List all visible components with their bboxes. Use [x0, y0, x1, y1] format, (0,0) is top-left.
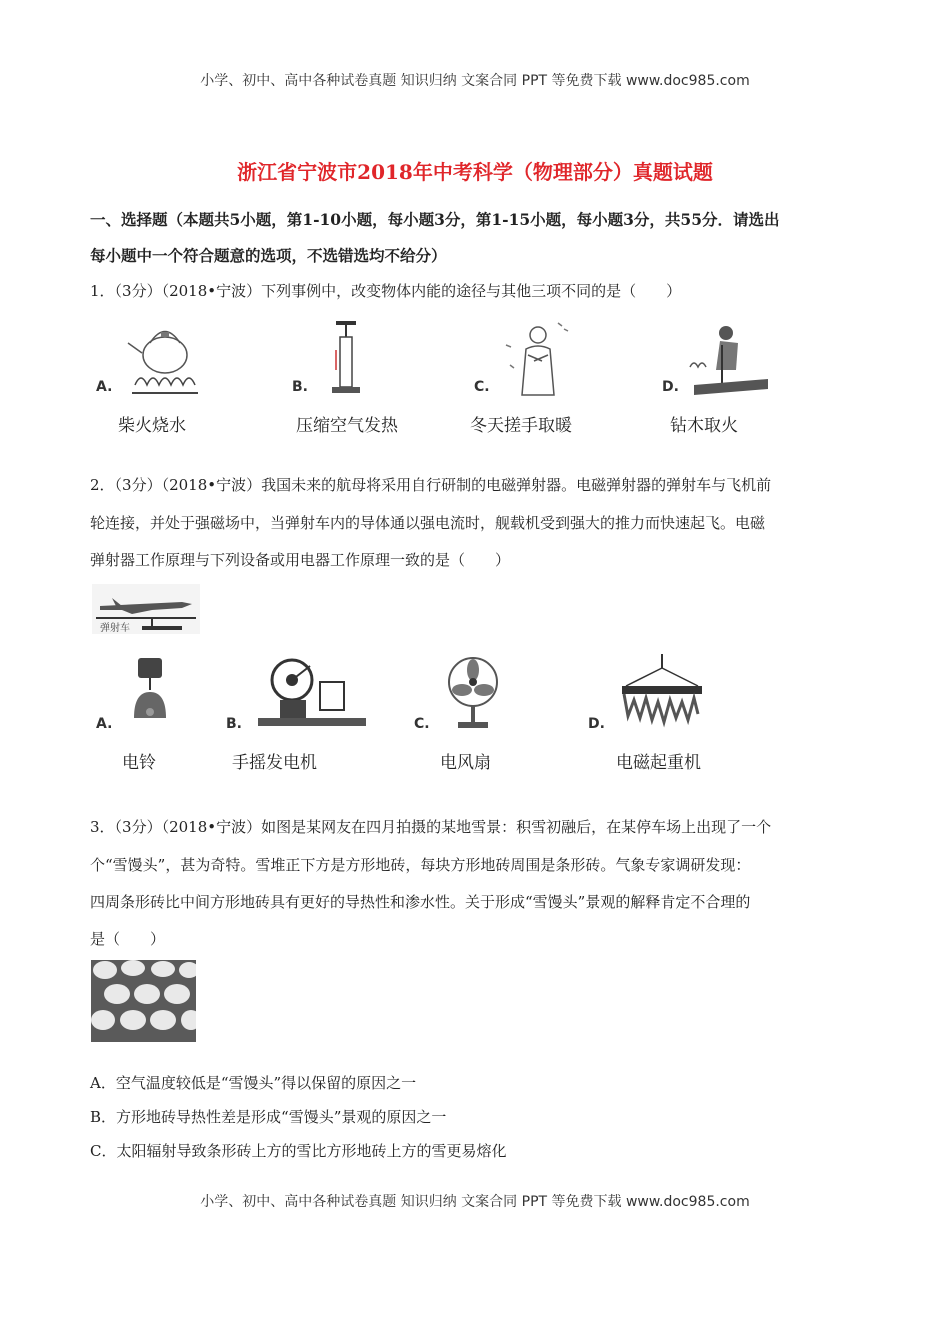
electric-fan-icon — [438, 652, 508, 732]
question-1-text: 1．（3分）（2018•宁波）下列事例中，改变物体内能的途径与其他三项不同的是（ ） — [90, 282, 682, 300]
q2-option-d-caption: 电磁起重机 — [616, 753, 701, 773]
rubbing-hands-icon — [498, 315, 578, 400]
q2-option-c[interactable] — [408, 652, 588, 782]
q2-option-b-caption: 手摇发电机 — [232, 753, 317, 773]
page-title: 浙江省宁波市2018年中考科学（物理部分）真题试题 — [237, 160, 713, 184]
question-1-options — [90, 315, 870, 445]
electromagnetic-crane-icon — [612, 652, 712, 732]
hand-generator-icon — [250, 652, 370, 737]
q2-option-b[interactable] — [220, 652, 400, 782]
question-3-line4: 是（ ） — [90, 930, 166, 948]
q1-option-c-caption: 冬天搓手取暖 — [470, 416, 572, 436]
question-2-line1: 2．（3分）（2018•宁波）我国未来的航母将采用自行研制的电磁弹射器。电磁弹射器的弹射车与飞机前 — [90, 476, 772, 494]
q2-option-d[interactable] — [582, 652, 762, 782]
page-footer: 小学、初中、高中各种试卷真题 知识归纳 文案合同 PPT 等免费下载 www.doc985.com — [200, 1194, 750, 1210]
figure-label: 弹射车 — [100, 623, 130, 634]
q1-option-d-caption: 钻木取火 — [670, 416, 738, 436]
snow-tiles-photo — [91, 960, 196, 1042]
snow-tiles-icon — [91, 960, 196, 1042]
section-heading-line2: 每小题中一个符合题意的选项，不选错选均不给分） — [90, 246, 447, 265]
q1-option-d[interactable] — [656, 315, 836, 445]
question-3-line1: 3．（3分）（2018•宁波）如图是某网友在四月拍摄的某地雪景：积雪初融后，在某停车场上出现了一个 — [90, 818, 772, 836]
q1-option-d-letter: D. — [662, 379, 679, 395]
electric-bell-icon — [120, 652, 180, 732]
q1-option-b[interactable] — [286, 315, 466, 445]
q2-option-c-caption: 电风扇 — [440, 753, 491, 773]
q2-option-a-letter: A. — [96, 716, 113, 732]
kettle-fire-icon — [120, 315, 210, 400]
q1-option-a-caption: 柴火烧水 — [118, 416, 186, 436]
question-2-options — [90, 652, 870, 782]
page-header: 小学、初中、高中各种试卷真题 知识归纳 文案合同 PPT 等免费下载 www.doc985.com — [200, 73, 750, 89]
question-2-line2: 轮连接，并处于强磁场中，当弹射车内的导体通以强电流时，舰载机受到强大的推力而快速起飞。电磁 — [90, 514, 766, 532]
section-heading-line1: 一、选择题（本题共5小题，第1-10小题，每小题3分，第1-15小题，每小题3分，共55分．请选出 — [90, 210, 780, 229]
q3-choice-c[interactable]: C．太阳辐射导致条形砖上方的雪比方形地砖上方的雪更易熔化 — [90, 1142, 507, 1160]
q1-option-b-letter: B. — [292, 379, 308, 395]
q1-option-c[interactable] — [468, 315, 648, 445]
air-pump-icon — [316, 315, 376, 400]
q3-choice-b[interactable]: B．方形地砖导热性差是形成“雪馒头”景观的原因之一 — [90, 1108, 447, 1126]
q3-choice-a[interactable]: A．空气温度较低是“雪馒头”得以保留的原因之一 — [90, 1074, 417, 1092]
q2-option-d-letter: D. — [588, 716, 605, 732]
catapult-figure — [92, 584, 200, 634]
q1-option-b-caption: 压缩空气发热 — [296, 416, 398, 436]
drill-fire-icon — [686, 315, 776, 400]
q2-option-b-letter: B. — [226, 716, 242, 732]
q1-option-c-letter: C. — [474, 379, 490, 395]
question-3-line2: 个“雪馒头”，甚为奇特。雪堆正下方是方形地砖，每块方形地砖周围是条形砖。气象专家调研发现： — [90, 856, 751, 874]
q1-option-a-letter: A. — [96, 379, 113, 395]
question-2-line3: 弹射器工作原理与下列设备或用电器工作原理一致的是（ ） — [90, 551, 511, 569]
question-3-line3: 四周条形砖比中间方形地砖具有更好的导热性和渗水性。关于形成“雪馒头”景观的解释肯定不合理的 — [90, 893, 751, 911]
q1-option-a[interactable] — [90, 315, 270, 445]
q2-option-c-letter: C. — [414, 716, 430, 732]
q2-option-a-caption: 电铃 — [122, 753, 156, 773]
